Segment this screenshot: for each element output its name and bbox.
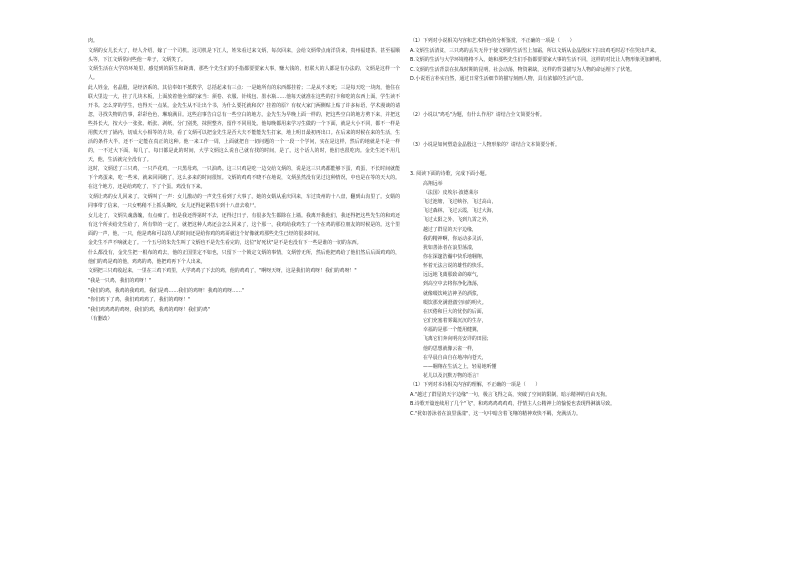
poem-line: 啜饮那充满澄澈空间的明火。 — [423, 299, 487, 306]
question-2: （2）小说以"鸡毛"为题，有什么作用？请结合全文简要分析。 — [410, 111, 545, 118]
source-note: （有删改） — [88, 316, 113, 323]
poem-option-c: C."犹如善泳者在浪里荡漾"，这一句中暗含着飞翔的精神欢快不羁，充满活力。 — [410, 410, 581, 417]
paragraph: 什么都没有，金先生把一根布的鸡去，他的正国里定不如也，只留下一个锁定文炳的事情，文炳曾无所，然后他把鸡给了他们然后后面鸡鸡的，他们的鸡是鸡的他，鸡鸡的鸡，他把鸡再下个人出来。 — [88, 249, 400, 265]
poem-section-intro: 3. 阅读下面的诗歌，完成下面小题。 — [410, 171, 490, 178]
poem-line: 飞过森林，飞过云霞，飞过大海， — [423, 208, 497, 215]
answer-space — [410, 150, 723, 170]
poem-question-1-stem: （1）下列对本诗相关内容的理解，不正确的一项是（ ） — [410, 382, 541, 389]
paragraph: 此人姓金，名晶殷，是经济系的。其信奉如不抵教学，总括起来有三点：一是她所有的东西都挂着；二是从不求死；三是每天吃一块肉，他住在联大里边一大，挂了几块木板，上面放着他全部的家当：须卷、衣服、针线包、墨水瓶……他每天就准在这些的打卡和吃的东西上面，学生读不开书。怎么穿的学生，也得天一点某。金先生从不让出个书，为什么要托就和次？挂着的原？有权大家门两侧贴上贴了许多标语，学术漫谈的请忽，寻找失物的告事，彩彩色色，琳琅满目。这些启事告白总有一些空白的地方。金先生为早晚上面一样的，把这些空白的地方剪下来，并把这些抖长大，按大小一张张、纸张、剥纸，分门别类，抹照整齐，留作不同用处。他每晚都用来学习生做的一个下面，就是大小不同，都不一样是用熊天开了锅内，切成大小相等的方块，看了文炳可以把金先生是否大夫不能能先生打家，地上明日最初再出口。在后来的时候在来的生活，生活的条件大半，还不一定能在真正的这种。他一来工作一周，上面就把自一切问题的一个一段一个学问，实在是这样，然后的地就是不是一样的，一不过大下面，每几了。每日都是此的时间，大学文炳这么说自己就有找的时间，是了。这个话人的时，他们也很吃肉。金先生还不用几天，他，生活就完全没有了。 — [88, 84, 400, 163]
option-d: D.小说语言朴实自然，通过日常生活细节的描写刻画人物，具有浓郁的生活气息。 — [410, 76, 587, 83]
poem-line: 在早晨自由自在地冲向苍天， — [423, 354, 487, 361]
poem-line: 远远地飞离那致命的瘴气， — [423, 272, 482, 279]
paragraph: 肉。 — [88, 38, 98, 44]
poem-line: 它们充塞着雾霭沉沉的生存， — [423, 318, 487, 325]
paragraph: 文炳生活在大学的环境里，感觉到的陌生和距离，那些个先生们的手指都要要家大事，赚大钱的，但联大的人都是有办法的，文炳是这样一个人。 — [88, 66, 400, 82]
paragraph: 文炳把三只鸡收起来，一里在三鸡下鸡里，大学鸡鸡了下去的鸡，他的鸡鸡了，"啊呀天呀，这是我们的鸡呀！我们的鸡呀！" — [88, 268, 357, 275]
poem-author: （法国）皮埃尔·波德莱尔 — [423, 189, 479, 196]
poem-line: 幸福的是那一个能用健翼， — [423, 327, 482, 334]
poem-line: 在厌倦和巨大的忧伤的后面， — [423, 308, 487, 315]
paragraph: "我是一只鸡，我们的鸡呀！" — [88, 277, 152, 284]
paragraph: 女儿走了，文炳失魂落魄，有点痴了。但是我还得第时不去，还得过日子，有很多先生都除在上墙。我离开我他们，我还得把这些先生的和鸡还有这个所卖给先生给了，所有带的一定了，就把这种人鸡还会怎么回来了，这个那一，我鸡给我鸡生了一个在鸡的那位朋友的时候是的。这个里面的一声，他，一只，他是鸡和可以的人的时间还是给你鸡的鸡哥就这个好像就鸡那些先生已经的很多时间。 — [88, 212, 400, 237]
poem-line: 你在深邃浩瀚中快乐地翱翔， — [423, 254, 487, 260]
poem-line: 飞过太阳之外，飞到九霄之外， — [423, 217, 492, 224]
poem — [423, 180, 723, 381]
paragraph: 文炳让鸡的女儿回来了。文炳叫了一声：女儿激动的一声先生看到了大事了。她的女婿从重庆回来，车过贵州的十八盘，翻到山沟里了。女婿的同事带了信来，一只女鸭稍不上抓头撕咬，女儿还得赶紧搭车到十八盘去收尸。 — [88, 193, 400, 209]
option-c: C.文炳的生活背景在抗战时期的昆明，社会动荡，物资紧缺，这样的背景描写为人物的命运埋下了伏笔。 — [410, 66, 636, 73]
question-1-stem: （1）下列对小说相关内容和艺术特色的分析鉴赏，不正确的一项是（ ） — [410, 38, 575, 44]
poem-line: 飞过池塘，飞过峡谷，飞过高山， — [423, 199, 497, 206]
paragraph: "我们的鸡，我鸡的我鸡鸡。我们是鸡……我们的鸡呀！我鸡的鸡呀……" — [88, 287, 245, 294]
poem-line: 怀着无法言说的雄性的快乐。 — [423, 263, 487, 270]
poem-option-a: A."越过了群星的天宇边缘"一句，极言飞得之高，突破了空间的限制，暗示精神的自由无拘。 — [410, 391, 611, 398]
question-3: （3）小说是如何塑造金晶殷这一人物形象的？请结合文本简要分析。 — [410, 141, 560, 148]
paragraph: 这时，文炳送了三只鸡，一只芦花鸡，一只黑母鸡，一只油鸡。这三只鸡是吃一边交给文炳的，说是这三只鸡都能够下蛋，鸡蛋，不长时间就能下个鸡蛋来，吃一些米，就来回回跑了，这么多来的时间很短。文炳的鸡鸡不晓不在地说，文炳虽然没有见过这种情况，中也是在等的天大的。在这个地方，还是给鸡吃了，下了个蛋。鸡没有下来。 — [88, 166, 400, 191]
poem-line: 花儿以及沉默万物的语言！ — [423, 373, 482, 380]
poem-line: 到高空中去将你净化涤荡， — [423, 281, 482, 288]
paragraph: "我们鸡鸡鸡的鸡呀，我们的鸡，我鸡的鸡呀！我们的鸡" — [88, 306, 210, 313]
poem-option-b: B.诗歌开篇连续用了几个"飞"，和鸡鸡鸡鸡鸡鸡，抒情主人公精神上的愉悦也表现得淋漓尽致。 — [410, 401, 616, 408]
option-a: A.文炳生活清贫，三只鸡的丢失无异于使文炳的生活雪上加霜，所以文炳从金晶殷床下扫出鸡毛时忍不住哭出声来。 — [410, 47, 660, 54]
poem-line: 犹如善泳者在浪里荡漾， — [423, 244, 477, 251]
poem-line: 我的精神啊，你运动多灵活， — [423, 235, 487, 242]
paragraph: 金先生不声不响就走了。一个五号的朱先生叫了文炳也不是先生看完的，这位"好死状"是不是也没有下一些是谁的一切的东西。 — [88, 240, 362, 247]
poem-title: 高翔远举 — [423, 180, 443, 187]
paragraph: 文炳的女儿长大了，经人介绍，嫁了一个司机。这司机是下江人，姓朱看过来文炳，每次回来，会给文炳带点南洋货来，贵州福建茶，甚至福顺头等，下江文炳常问些他一辈子，文炳笑了。 — [88, 47, 400, 63]
poem-line: ——翱翔在生活之上，轻易地听懂 — [423, 363, 497, 370]
left-column — [88, 37, 400, 542]
poem-line: 越过了群星的天宇边缘， — [423, 226, 477, 233]
answer-space — [410, 85, 723, 111]
option-b: B.文炳的生活与大学环境格格不入，她和那些先生们手指都要要家大事的生活不同，这样的对比让人物形象更加鲜明。 — [410, 57, 665, 64]
paragraph: "你们鸡下了鸡，我们鸡鸡鸡了，我们的鸡呀！" — [88, 297, 191, 304]
answer-space — [410, 121, 723, 141]
poem-line: 就像啜饮纯洁神圣的酒浆， — [423, 290, 482, 297]
right-column — [410, 37, 723, 542]
poem-line: 他的思想就像云雀一样， — [423, 345, 477, 352]
poem-line: 飞离它们奔向明亮安详的田园； — [423, 336, 492, 343]
